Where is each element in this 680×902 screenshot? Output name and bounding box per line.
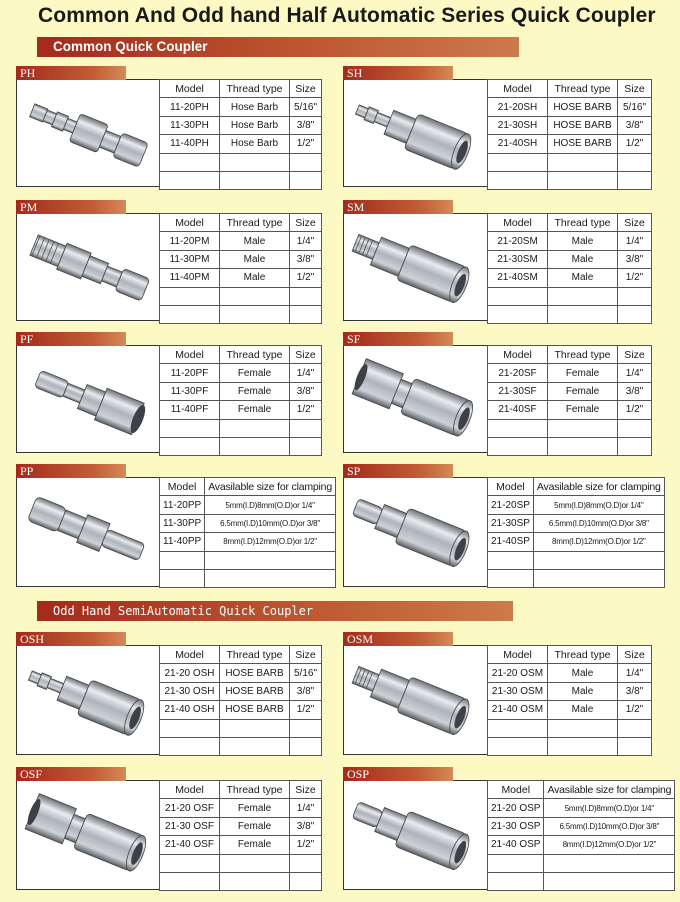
table-row xyxy=(488,153,652,171)
clamp-size-cell xyxy=(533,569,664,587)
size-cell: 3/8" xyxy=(618,250,652,268)
clamp-size-cell: 6.5mm(I.D)10mm(O.D)or 3/8" xyxy=(533,514,664,532)
thread-type-cell xyxy=(220,737,290,755)
clamp-size-cell xyxy=(205,569,336,587)
size-cell xyxy=(290,419,322,437)
table-row xyxy=(488,401,652,419)
model-cell xyxy=(160,437,220,455)
thread-type-cell: HOSE BARB xyxy=(220,682,290,700)
model-cell: 11-40PM xyxy=(160,269,220,287)
thread-type-cell: Hose Barb xyxy=(220,98,290,116)
table-row xyxy=(160,817,322,835)
clamp-size-header: Avasilable size for clamping xyxy=(544,781,675,799)
thread-type-cell: Male xyxy=(548,232,618,250)
clamp-size-cell: 6.5mm(I.D)10mm(O.D)or 3/8" xyxy=(205,514,336,532)
size-cell: 1/2" xyxy=(290,701,322,719)
model-cell: 11-30PF xyxy=(160,382,220,400)
model-cell: 21-30 OSF xyxy=(160,817,220,835)
clamp-size-cell: 5mm(I.D)8mm(O.D)or 1/4" xyxy=(544,799,675,817)
size-cell xyxy=(290,305,322,323)
table-row xyxy=(488,872,675,890)
pp-spec-table xyxy=(159,477,336,588)
model-cell xyxy=(488,854,544,872)
model-cell xyxy=(488,287,548,305)
pf-coupler-image xyxy=(19,352,157,450)
sm-coupler-image xyxy=(346,220,484,318)
model-header: Model xyxy=(488,478,534,496)
model-cell xyxy=(160,872,220,890)
osm-spec-table xyxy=(487,645,652,756)
size-cell: 1/2" xyxy=(618,701,652,719)
sh-coupler-image xyxy=(346,86,484,184)
table-row xyxy=(160,419,322,437)
thread-type-cell: HOSE BARB xyxy=(220,701,290,719)
osm-label: OSM xyxy=(343,632,453,646)
size-cell xyxy=(618,419,652,437)
sm-spec-table xyxy=(487,213,652,324)
thread-type-cell: Female xyxy=(220,817,290,835)
table-row xyxy=(488,287,652,305)
table-row xyxy=(160,153,322,171)
model-header: Model xyxy=(160,346,220,364)
thread-type-cell: Female xyxy=(220,382,290,400)
size-cell: 1/2" xyxy=(290,836,322,854)
thread-type-header: Thread type xyxy=(220,346,290,364)
model-cell xyxy=(160,287,220,305)
clamp-size-cell: 8mm(I.D)12mm(O.D)or 1/2" xyxy=(544,836,675,854)
model-cell: 11-30PP xyxy=(160,514,205,532)
table-row xyxy=(160,437,322,455)
ph-spec-table xyxy=(159,79,322,190)
model-header: Model xyxy=(160,214,220,232)
sh-label: SH xyxy=(343,66,453,80)
thread-type-cell xyxy=(548,171,618,189)
model-cell: 11-20PF xyxy=(160,364,220,382)
table-row xyxy=(160,496,336,514)
table-row xyxy=(160,551,336,569)
table-row xyxy=(488,437,652,455)
table-row xyxy=(160,799,322,817)
model-cell: 21-30 OSM xyxy=(488,682,548,700)
thread-type-cell: HOSE BARB xyxy=(548,98,618,116)
osp-label: OSP xyxy=(343,767,453,781)
clamp-size-cell: 5mm(I.D)8mm(O.D)or 1/4" xyxy=(533,496,664,514)
thread-type-header: Thread type xyxy=(548,80,618,98)
table-row xyxy=(488,232,652,250)
table-row xyxy=(160,305,322,323)
model-header: Model xyxy=(160,80,220,98)
thread-type-cell: Male xyxy=(220,250,290,268)
page-title: Common And Odd hand Half Automatic Series Quick Coupler xyxy=(38,4,656,27)
thread-type-header: Thread type xyxy=(548,214,618,232)
size-cell: 1/2" xyxy=(618,269,652,287)
table-row xyxy=(160,364,322,382)
size-cell: 3/8" xyxy=(290,116,322,134)
size-cell: 5/16" xyxy=(290,664,322,682)
model-header: Model xyxy=(488,646,548,664)
table-row xyxy=(488,719,652,737)
osp-spec-table xyxy=(487,780,675,891)
pp-coupler-image xyxy=(19,484,157,582)
thread-type-cell: Female xyxy=(220,836,290,854)
thread-type-header: Thread type xyxy=(220,646,290,664)
size-cell: 3/8" xyxy=(290,250,322,268)
model-cell: 11-20PM xyxy=(160,232,220,250)
size-cell xyxy=(290,153,322,171)
osm-coupler-image xyxy=(346,652,484,750)
table-row xyxy=(160,682,322,700)
table-row xyxy=(488,836,675,854)
table-row xyxy=(488,551,665,569)
model-cell xyxy=(488,171,548,189)
model-cell xyxy=(160,569,205,587)
size-cell: 1/4" xyxy=(290,364,322,382)
size-cell xyxy=(618,153,652,171)
pm-label: PM xyxy=(16,200,126,214)
size-cell: 1/2" xyxy=(290,135,322,153)
table-row xyxy=(160,116,322,134)
sm-label: SM xyxy=(343,200,453,214)
thread-type-cell: Male xyxy=(220,269,290,287)
table-row xyxy=(488,701,652,719)
model-cell: 21-30SM xyxy=(488,250,548,268)
thread-type-cell: Male xyxy=(548,250,618,268)
thread-type-cell: Female xyxy=(548,364,618,382)
table-row xyxy=(488,737,652,755)
clamp-size-cell: 6.5mm(I.D)10mm(O.D)or 3/8" xyxy=(544,817,675,835)
model-cell: 21-40 OSP xyxy=(488,836,544,854)
clamp-size-cell xyxy=(544,872,675,890)
model-cell: 11-40PP xyxy=(160,533,205,551)
thread-type-cell: Male xyxy=(548,682,618,700)
table-row xyxy=(160,269,322,287)
model-header: Model xyxy=(160,781,220,799)
size-header: Size xyxy=(290,346,322,364)
table-row xyxy=(160,719,322,737)
clamp-size-header: Avasilable size for clamping xyxy=(205,478,336,496)
size-cell: 1/2" xyxy=(618,135,652,153)
model-cell: 21-40 OSH xyxy=(160,701,220,719)
size-cell: 1/4" xyxy=(290,799,322,817)
table-row xyxy=(160,135,322,153)
sp-spec-table xyxy=(487,477,665,588)
table-row xyxy=(488,533,665,551)
clamp-size-cell: 5mm(I.D)8mm(O.D)or 1/4" xyxy=(205,496,336,514)
clamp-size-cell: 8mm(I.D)12mm(O.D)or 1/2" xyxy=(205,533,336,551)
size-cell: 5/16" xyxy=(290,98,322,116)
thread-type-cell: HOSE BARB xyxy=(548,135,618,153)
size-cell: 1/4" xyxy=(618,364,652,382)
table-row xyxy=(160,232,322,250)
size-cell: 1/2" xyxy=(618,401,652,419)
thread-type-cell xyxy=(548,737,618,755)
model-cell: 21-30SP xyxy=(488,514,534,532)
size-cell xyxy=(290,854,322,872)
table-row xyxy=(160,533,336,551)
model-cell: 21-40SP xyxy=(488,533,534,551)
model-cell xyxy=(488,153,548,171)
model-header: Model xyxy=(488,781,544,799)
table-row xyxy=(160,872,322,890)
model-header: Model xyxy=(160,478,205,496)
pf-label: PF xyxy=(16,332,126,346)
thread-type-cell xyxy=(548,305,618,323)
model-cell xyxy=(488,419,548,437)
thread-type-cell xyxy=(220,287,290,305)
model-cell: 21-40 OSF xyxy=(160,836,220,854)
size-cell xyxy=(290,719,322,737)
thread-type-cell xyxy=(220,419,290,437)
size-header: Size xyxy=(618,214,652,232)
thread-type-cell: Female xyxy=(220,799,290,817)
model-header: Model xyxy=(488,80,548,98)
table-row xyxy=(488,664,652,682)
model-cell: 11-20PH xyxy=(160,98,220,116)
osf-label: OSF xyxy=(16,767,126,781)
thread-type-cell xyxy=(548,437,618,455)
size-cell xyxy=(618,437,652,455)
size-cell: 1/4" xyxy=(618,664,652,682)
clamp-size-cell xyxy=(205,551,336,569)
thread-type-cell: Female xyxy=(220,401,290,419)
osh-label: OSH xyxy=(16,632,126,646)
model-cell: 11-40PH xyxy=(160,135,220,153)
size-cell: 1/2" xyxy=(290,401,322,419)
model-cell: 21-40 OSM xyxy=(488,701,548,719)
size-cell xyxy=(618,171,652,189)
table-row xyxy=(488,364,652,382)
table-row xyxy=(488,419,652,437)
table-row xyxy=(160,569,336,587)
size-cell xyxy=(290,437,322,455)
size-cell xyxy=(290,287,322,305)
size-cell: 1/2" xyxy=(290,269,322,287)
table-row xyxy=(488,305,652,323)
size-cell: 3/8" xyxy=(290,817,322,835)
osf-spec-table xyxy=(159,780,322,891)
model-cell: 21-20 OSM xyxy=(488,664,548,682)
table-row xyxy=(488,799,675,817)
model-cell: 21-40SM xyxy=(488,269,548,287)
size-header: Size xyxy=(290,781,322,799)
table-row xyxy=(488,98,652,116)
model-cell: 11-30PM xyxy=(160,250,220,268)
clamp-size-cell xyxy=(533,551,664,569)
table-row xyxy=(488,854,675,872)
size-cell xyxy=(618,737,652,755)
table-row xyxy=(488,682,652,700)
table-row xyxy=(488,269,652,287)
table-row xyxy=(160,514,336,532)
size-cell xyxy=(290,872,322,890)
model-cell: 21-20SP xyxy=(488,496,534,514)
pm-coupler-image xyxy=(19,220,157,318)
model-cell xyxy=(160,153,220,171)
size-cell xyxy=(290,737,322,755)
osf-coupler-image xyxy=(19,787,157,885)
model-cell: 11-20PP xyxy=(160,496,205,514)
model-cell xyxy=(488,569,534,587)
model-cell xyxy=(488,737,548,755)
model-cell xyxy=(160,305,220,323)
thread-type-header: Thread type xyxy=(220,214,290,232)
model-cell xyxy=(160,551,205,569)
model-cell: 21-30SF xyxy=(488,382,548,400)
thread-type-cell: HOSE BARB xyxy=(220,664,290,682)
size-cell: 3/8" xyxy=(290,382,322,400)
model-cell: 11-40PF xyxy=(160,401,220,419)
thread-type-cell: Male xyxy=(548,701,618,719)
size-header: Size xyxy=(618,646,652,664)
table-row xyxy=(488,171,652,189)
size-cell: 5/16" xyxy=(618,98,652,116)
model-cell xyxy=(160,719,220,737)
table-row xyxy=(488,250,652,268)
table-row xyxy=(160,701,322,719)
thread-type-cell: Male xyxy=(220,232,290,250)
clamp-size-cell xyxy=(544,854,675,872)
model-cell xyxy=(160,171,220,189)
model-header: Model xyxy=(160,646,220,664)
model-cell xyxy=(488,437,548,455)
table-row xyxy=(160,836,322,854)
model-cell: 21-20SH xyxy=(488,98,548,116)
size-cell: 1/4" xyxy=(618,232,652,250)
thread-type-cell xyxy=(548,719,618,737)
osh-coupler-image xyxy=(19,652,157,750)
model-cell xyxy=(160,854,220,872)
size-header: Size xyxy=(618,80,652,98)
ph-label: PH xyxy=(16,66,126,80)
table-row xyxy=(488,817,675,835)
sf-coupler-image xyxy=(346,352,484,450)
sf-label: SF xyxy=(343,332,453,346)
table-row xyxy=(160,664,322,682)
model-cell: 11-30PH xyxy=(160,116,220,134)
model-header: Model xyxy=(488,214,548,232)
model-cell: 21-20 OSF xyxy=(160,799,220,817)
pp-label: PP xyxy=(16,464,126,478)
table-row xyxy=(160,382,322,400)
thread-type-cell xyxy=(220,171,290,189)
thread-type-cell xyxy=(548,153,618,171)
table-row xyxy=(160,401,322,419)
clamp-size-cell: 8mm(I.D)12mm(O.D)or 1/2" xyxy=(533,533,664,551)
thread-type-cell xyxy=(548,419,618,437)
thread-type-cell: HOSE BARB xyxy=(548,116,618,134)
thread-type-cell xyxy=(220,719,290,737)
section-banner-odd: Odd Hand SemiAutomatic Quick Coupler xyxy=(37,601,513,621)
sp-label: SP xyxy=(343,464,453,478)
table-row xyxy=(488,496,665,514)
table-row xyxy=(488,135,652,153)
thread-type-cell: Male xyxy=(548,269,618,287)
thread-type-header: Thread type xyxy=(548,346,618,364)
size-cell: 1/4" xyxy=(290,232,322,250)
model-cell: 21-30 OSP xyxy=(488,817,544,835)
thread-type-header: Thread type xyxy=(220,80,290,98)
model-cell: 21-20 OSP xyxy=(488,799,544,817)
size-header: Size xyxy=(618,346,652,364)
model-cell xyxy=(160,419,220,437)
table-row xyxy=(160,287,322,305)
size-header: Size xyxy=(290,80,322,98)
size-header: Size xyxy=(290,214,322,232)
thread-type-cell: Male xyxy=(548,664,618,682)
sh-spec-table xyxy=(487,79,652,190)
table-row xyxy=(488,382,652,400)
table-row xyxy=(160,98,322,116)
size-cell xyxy=(290,171,322,189)
model-cell: 21-30SH xyxy=(488,116,548,134)
thread-type-cell: Female xyxy=(548,401,618,419)
ph-coupler-image xyxy=(19,86,157,184)
table-row xyxy=(488,569,665,587)
thread-type-header: Thread type xyxy=(220,781,290,799)
thread-type-cell xyxy=(548,287,618,305)
model-cell xyxy=(488,719,548,737)
thread-type-cell: Hose Barb xyxy=(220,135,290,153)
size-header: Size xyxy=(290,646,322,664)
thread-type-header: Thread type xyxy=(548,646,618,664)
thread-type-cell xyxy=(220,305,290,323)
osp-coupler-image xyxy=(346,787,484,885)
sp-coupler-image xyxy=(346,484,484,582)
model-cell xyxy=(160,737,220,755)
table-row xyxy=(160,171,322,189)
thread-type-cell xyxy=(220,872,290,890)
table-row xyxy=(488,116,652,134)
thread-type-cell xyxy=(220,153,290,171)
sf-spec-table xyxy=(487,345,652,456)
thread-type-cell: Female xyxy=(548,382,618,400)
section-banner-common: Common Quick Coupler xyxy=(37,37,519,57)
model-header: Model xyxy=(488,346,548,364)
thread-type-cell xyxy=(220,854,290,872)
table-row xyxy=(160,250,322,268)
thread-type-cell xyxy=(220,437,290,455)
model-cell: 21-30 OSH xyxy=(160,682,220,700)
size-cell: 3/8" xyxy=(290,682,322,700)
clamp-size-header: Avasilable size for clamping xyxy=(533,478,664,496)
model-cell xyxy=(488,551,534,569)
model-cell xyxy=(488,872,544,890)
osh-spec-table xyxy=(159,645,322,756)
thread-type-cell: Hose Barb xyxy=(220,116,290,134)
model-cell: 21-20 OSH xyxy=(160,664,220,682)
size-cell xyxy=(618,287,652,305)
pm-spec-table xyxy=(159,213,322,324)
model-cell: 21-20SF xyxy=(488,364,548,382)
pf-spec-table xyxy=(159,345,322,456)
size-cell: 3/8" xyxy=(618,116,652,134)
size-cell xyxy=(618,719,652,737)
table-row xyxy=(488,514,665,532)
size-cell: 3/8" xyxy=(618,682,652,700)
size-cell xyxy=(618,305,652,323)
size-cell: 3/8" xyxy=(618,382,652,400)
model-cell xyxy=(488,305,548,323)
model-cell: 21-40SF xyxy=(488,401,548,419)
model-cell: 21-20SM xyxy=(488,232,548,250)
thread-type-cell: Female xyxy=(220,364,290,382)
table-row xyxy=(160,737,322,755)
table-row xyxy=(160,854,322,872)
model-cell: 21-40SH xyxy=(488,135,548,153)
